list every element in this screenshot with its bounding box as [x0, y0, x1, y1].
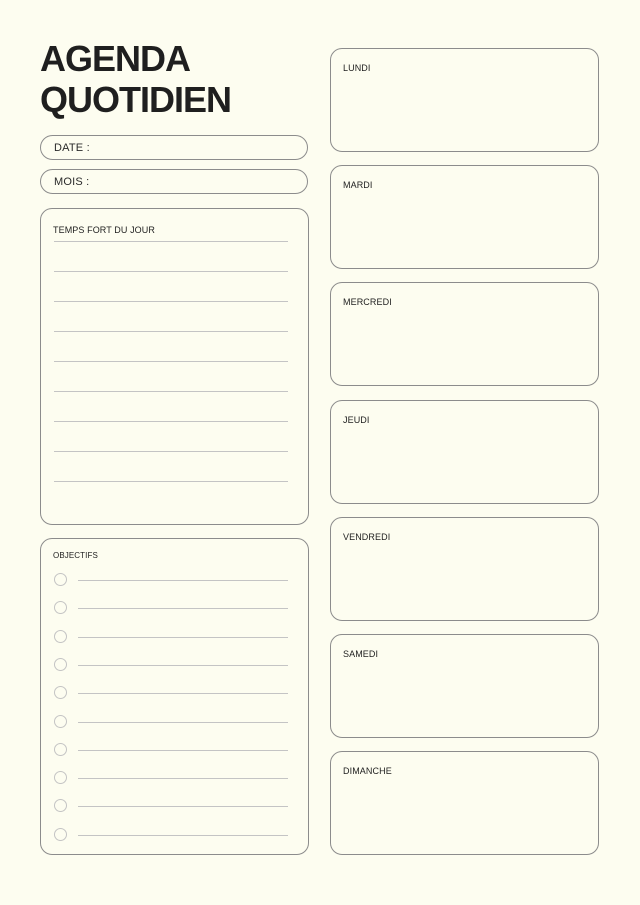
- objective-line[interactable]: [78, 580, 288, 581]
- highlights-label: TEMPS FORT DU JOUR: [53, 225, 155, 235]
- objective-item: [54, 601, 288, 617]
- objectives-label: OBJECTIFS: [53, 551, 98, 560]
- objectives-section: [40, 538, 309, 855]
- day-label: JEUDI: [343, 414, 370, 425]
- objective-item: [54, 658, 288, 674]
- highlight-line[interactable]: [54, 421, 288, 422]
- title-line-2: QUOTIDIEN: [40, 79, 232, 120]
- checkbox-circle-icon[interactable]: [54, 658, 67, 671]
- objective-item: [54, 715, 288, 731]
- checkbox-circle-icon[interactable]: [54, 771, 67, 784]
- objective-item: [54, 573, 288, 589]
- month-field[interactable]: [40, 169, 308, 194]
- day-box-mardi[interactable]: [330, 165, 599, 269]
- objective-line[interactable]: [78, 693, 288, 694]
- day-label: MERCREDI: [343, 297, 392, 308]
- objective-line[interactable]: [78, 806, 288, 807]
- checkbox-circle-icon[interactable]: [54, 686, 67, 699]
- objective-line[interactable]: [78, 665, 288, 666]
- highlight-line[interactable]: [54, 361, 288, 362]
- objective-item: [54, 686, 288, 702]
- day-label: DIMANCHE: [343, 766, 392, 777]
- checkbox-circle-icon[interactable]: [54, 799, 67, 812]
- day-box-lundi[interactable]: [330, 48, 599, 152]
- objective-line[interactable]: [78, 608, 288, 609]
- day-label: SAMEDI: [343, 649, 379, 659]
- page-title: [40, 38, 231, 120]
- objective-line[interactable]: [78, 722, 288, 723]
- objective-item: [54, 799, 288, 815]
- title-line-1: AGENDA: [40, 38, 191, 79]
- highlight-line[interactable]: [54, 451, 288, 452]
- checkbox-circle-icon[interactable]: [54, 601, 67, 614]
- objective-line[interactable]: [78, 750, 288, 751]
- day-box-mercredi[interactable]: [330, 282, 599, 386]
- objective-item: [54, 828, 288, 844]
- day-box-jeudi[interactable]: [330, 400, 599, 504]
- day-label: VENDREDI: [343, 531, 391, 542]
- day-label: MARDI: [343, 180, 373, 191]
- checkbox-circle-icon[interactable]: [54, 828, 67, 841]
- highlight-line[interactable]: [54, 241, 288, 242]
- highlight-line[interactable]: [54, 391, 288, 392]
- objective-line[interactable]: [78, 778, 288, 779]
- checkbox-circle-icon[interactable]: [54, 743, 67, 756]
- day-label: LUNDI: [343, 63, 371, 73]
- month-label: MOIS :: [54, 175, 90, 188]
- date-field[interactable]: [40, 135, 308, 160]
- date-label: DATE :: [54, 141, 90, 154]
- highlight-line[interactable]: [54, 331, 288, 332]
- checkbox-circle-icon[interactable]: [54, 630, 67, 643]
- checkbox-circle-icon[interactable]: [54, 573, 67, 586]
- highlight-line[interactable]: [54, 271, 288, 272]
- highlight-line[interactable]: [54, 481, 288, 482]
- day-box-vendredi[interactable]: [330, 517, 599, 621]
- day-box-samedi[interactable]: [330, 634, 599, 738]
- objective-item: [54, 771, 288, 787]
- objective-item: [54, 630, 288, 646]
- checkbox-circle-icon[interactable]: [54, 715, 67, 728]
- objective-item: [54, 743, 288, 759]
- day-box-dimanche[interactable]: [330, 751, 599, 855]
- objective-line[interactable]: [78, 637, 288, 638]
- highlights-section[interactable]: [40, 208, 309, 525]
- highlight-line[interactable]: [54, 301, 288, 302]
- objective-line[interactable]: [78, 835, 288, 836]
